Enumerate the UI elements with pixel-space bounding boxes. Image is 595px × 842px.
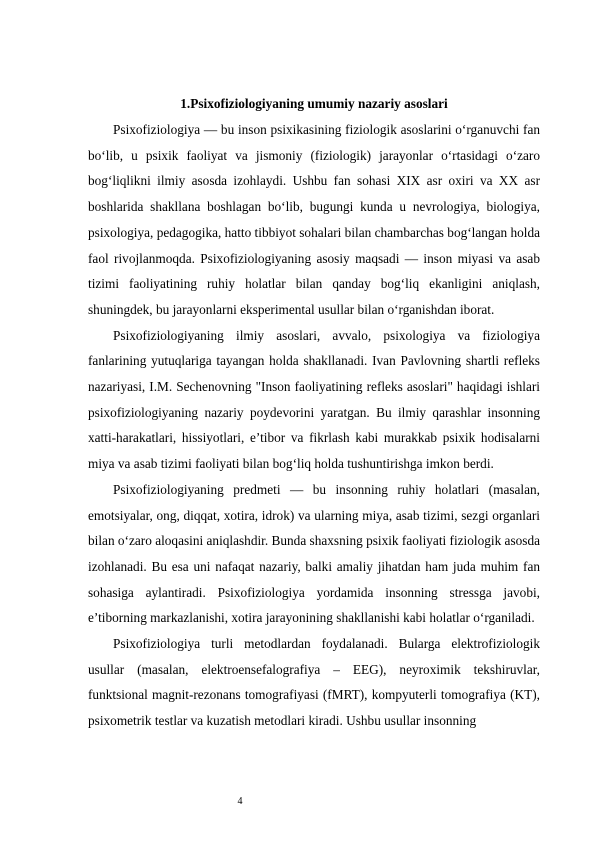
paragraph-3: Psixofiziologiyaning predmeti — bu insonning ruhiy holatlari (masalan, emotsiyalar, ong, diqqat, xotira, idrok) va ularning miya, asab tizimi, sezgi organlari bilan o‘zaro aloqasini aniqlashdir. Bunda shaxsning psixik faoliyati fiziologik asosda izohlanadi. Bu esa uni nafaqat nazariy, balki amaliy jihatdan ham juda muhim fan sohasiga aylantiradi. Psixofiziologiya yordamida insonning stressga javobi, e’tiborning markazlanishi, xotira jarayonining shakllanishi kabi holatlar o‘rganiladi.: [88, 481, 541, 626]
paragraph-2: Psixofiziologiyaning ilmiy asoslari, avvalo, psixologiya va fiziologiya fanlarining yutuqlariga tayangan holda shakllanadi. Ivan Pavlovning shartli refleks nazariyasi, I.M. Sechenovning "Inson faoliyatining refleks asoslari" haqidagi ishlari psixofiziologiyaning nazariy poydevorini yaratgan. Bu ilmiy qarashlar insonning xatti-harakatlari, hissiyotlari, e’tibor va fikrlash kabi murakkab psixik hodisalarni miya va asab tizimi faoliyati bilan bog‘liq holda tushuntirishga imkon berdi.: [88, 327, 540, 472]
body-text: [88, 117, 540, 734]
page-number: 4: [237, 796, 243, 807]
paragraph-4: Psixofiziologiya turli metodlardan foydalanadi. Bularga elektrofiziologik usullar (masalan, elektroensefalografiya – EEG), neyroximik tekshiruvlar, funktsional magnit-rezonans tomografiyasi (fMRT), kompyuterli tomografiya (KT), psixometrik testlar va kuzatish metodlari kiradi. Ushbu usullar insonning: [88, 636, 540, 729]
paragraph-1: Psixofiziologiya — bu inson psixikasining fiziologik asoslarini o‘rganuvchi fan bo‘lib, u psixik faoliyat va jismoniy (fiziologik) jarayonlar o‘rtasidagi o‘zaro bog‘liqlikni ilmiy asosda izohlaydi. Ushbu fan sohasi XIX asr oxiri va XX asr boshlarida shakllana boshlagan bo‘lib, bugungi kunda u nevrologiya, biologiya, psixologiya, pedagogika, hatto tibbiyot sohalari bilan chambarchas bog‘langan holda faol rivojlanmoqda. Psixofiziologiyaning asosiy maqsadi — inson miyasi va asab tizimi faoliyatining ruhiy holatlar bilan qanday bog‘liq ekanligini aniqlash, shuningdek, bu jarayonlarni eksperimental usullar bilan o‘rganishdan iborat.: [88, 122, 540, 317]
section-heading: 1.Psixofiziologiyaning umumiy nazariy asoslari: [180, 96, 448, 111]
